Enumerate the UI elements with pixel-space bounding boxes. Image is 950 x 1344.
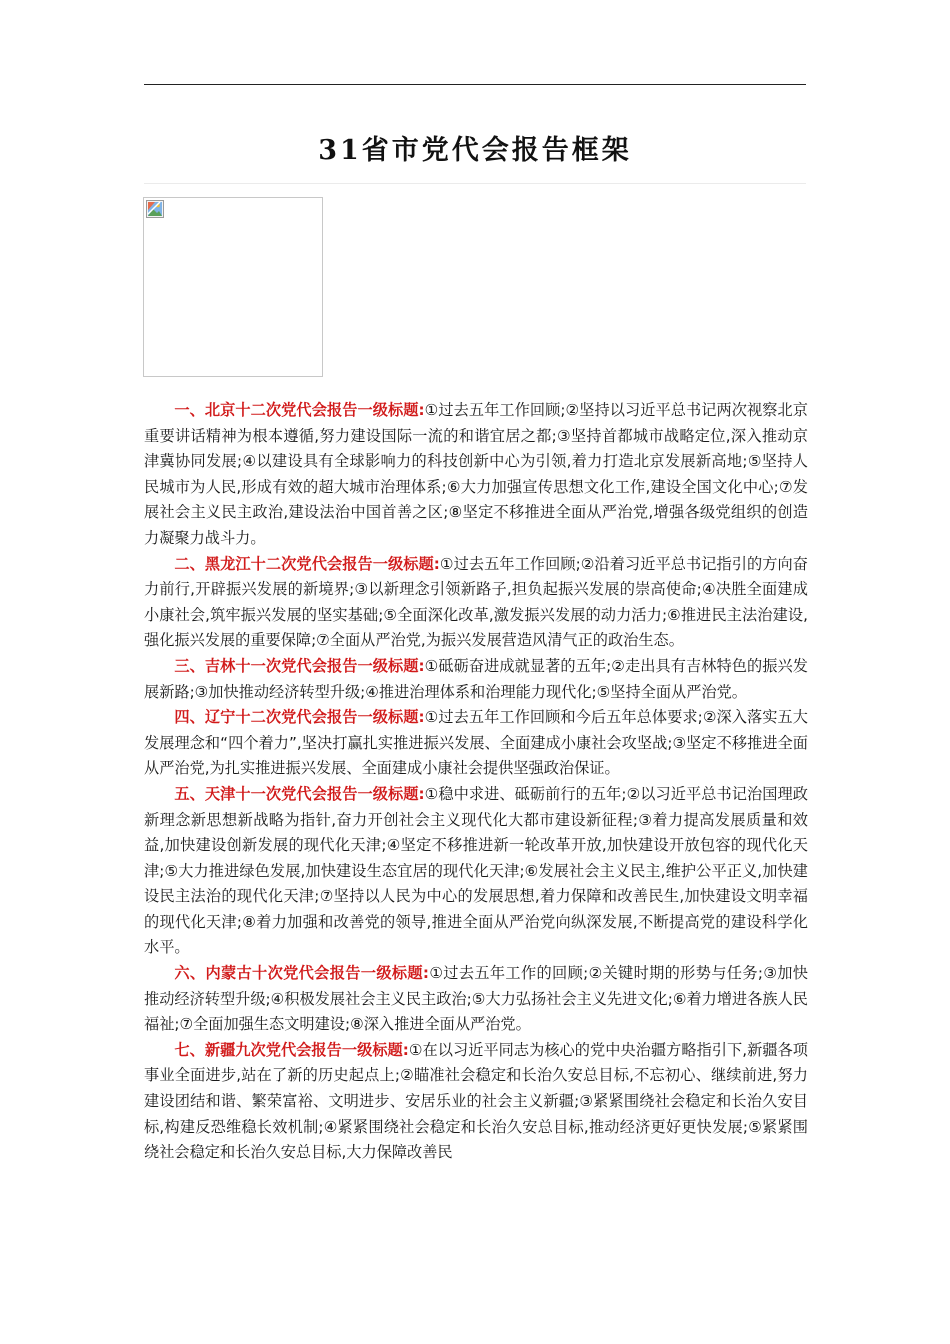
section-body: ①在以习近平同志为核心的党中央治疆方略指引下,新疆各项事业全面进步,站在了新的历史起点上;②瞄准社会稳定和长治久安总目标,不忘初心、继续前进,努力建设团结和谐、繁荣富裕、文明进步、安居乐业的社会主义新疆;③紧紧围绕社会稳定和长治久安目标,构建反恐维稳长效机制;④紧紧围绕社会稳定和长治久安总目标,推动经济更好更快发展;⑤紧紧围绕社会稳定和长治久安总目标,大力保障改善民 — [144, 1040, 808, 1162]
section-paragraph — [144, 705, 808, 782]
title-divider — [144, 183, 806, 184]
section-paragraph — [144, 782, 808, 961]
section-heading: 六、内蒙古十次党代会报告一级标题: — [174, 964, 429, 983]
broken-image-icon — [146, 200, 164, 218]
document-title: 31省市党代会报告框架 — [318, 135, 632, 166]
section-body: ①砥砺奋进成就显著的五年;②走出具有吉林特色的振兴发展新路;③加快推动经济转型升级;④推进治理体系和治理能力现代化;⑤坚持全面从严治党。 — [144, 656, 808, 701]
section-heading: 四、辽宁十二次党代会报告一级标题: — [174, 708, 425, 727]
section-paragraph — [144, 1038, 808, 1166]
broken-image — [143, 197, 323, 377]
section-body: ①过去五年工作的回顾;②关键时期的形势与任务;③加快推动经济转型升级;④积极发展社会主义民主政治;⑤大力弘扬社会主义先进文化;⑥着力增进各族人民福祉;⑦全面加强生态文明建设;⑧深入推进全面从严治党。 — [144, 964, 808, 1034]
section-paragraph — [144, 654, 808, 705]
section-body: ①过去五年工作回顾;②坚持以习近平总书记两次视察北京重要讲话精神为根本遵循,努力建设国际一流的和谐宜居之都;③坚持首都城市战略定位,深入推动京津冀协同发展;④以建设具有全球影响力的科技创新中心为引领,着力打造北京发展新高地;⑤坚持人民城市为人民,形成有效的超大城市治理体系;⑥大力加强宣传思想文化工作,建设全国文化中心;⑦发展社会主义民主政治,建设法治中国首善之区;⑧坚定不移推进全面从严治党,增强各级党组织的创造力凝聚力战斗力。 — [144, 401, 808, 547]
report-content — [144, 398, 808, 1166]
section-body: ①过去五年工作回顾;②沿着习近平总书记指引的方向奋力前行,开辟振兴发展的新境界;③以新理念引领新路子,担负起振兴发展的崇高使命;④决胜全面建成小康社会,筑牢振兴发展的坚实基础;⑤全面深化改革,激发振兴发展的动力活力;⑥推进民主法治建设,强化振兴发展的重要保障;⑦全面从严治党,为振兴发展营造风清气正的政治生态。 — [144, 554, 808, 650]
section-heading: 五、天津十一次党代会报告一级标题: — [174, 784, 425, 803]
header-rule — [144, 84, 806, 85]
section-paragraph — [144, 552, 808, 654]
section-heading: 七、新疆九次党代会报告一级标题: — [174, 1040, 409, 1059]
section-paragraph — [144, 398, 808, 552]
section-body: ①稳中求进、砥砺前行的五年;②以习近平总书记治国理政新理念新思想新战略为指针,奋力开创社会主义现代化大都市建设新征程;③着力提高发展质量和效益,加快建设创新发展的现代化天津;④坚定不移推进新一轮改革开放,加快建设开放包容的现代化天津;⑤大力推进绿色发展,加快建设生态宜居的现代化天津;⑥发展社会主义民主,维护公平正义,加快建设民主法治的现代化天津;⑦坚持以人民为中心的发展思想,着力保障和改善民生,加快建设文明幸福的现代化天津;⑧着力加强和改善党的领导,推进全面从严治党向纵深发展,不断提高党的建设科学化水平。 — [144, 784, 808, 957]
section-paragraph — [144, 961, 808, 1038]
section-heading: 三、吉林十一次党代会报告一级标题: — [174, 656, 425, 675]
section-heading: 二、黑龙江十二次党代会报告一级标题: — [174, 554, 440, 573]
section-body: ①过去五年工作回顾和今后五年总体要求;②深入落实五大发展理念和“四个着力”,坚决打赢扎实推进振兴发展、全面建成小康社会攻坚战;③坚定不移推进全面从严治党,为扎实推进振兴发展、全面建成小康社会提供坚强政治保证。 — [144, 708, 808, 778]
section-heading: 一、北京十二次党代会报告一级标题: — [174, 401, 425, 419]
